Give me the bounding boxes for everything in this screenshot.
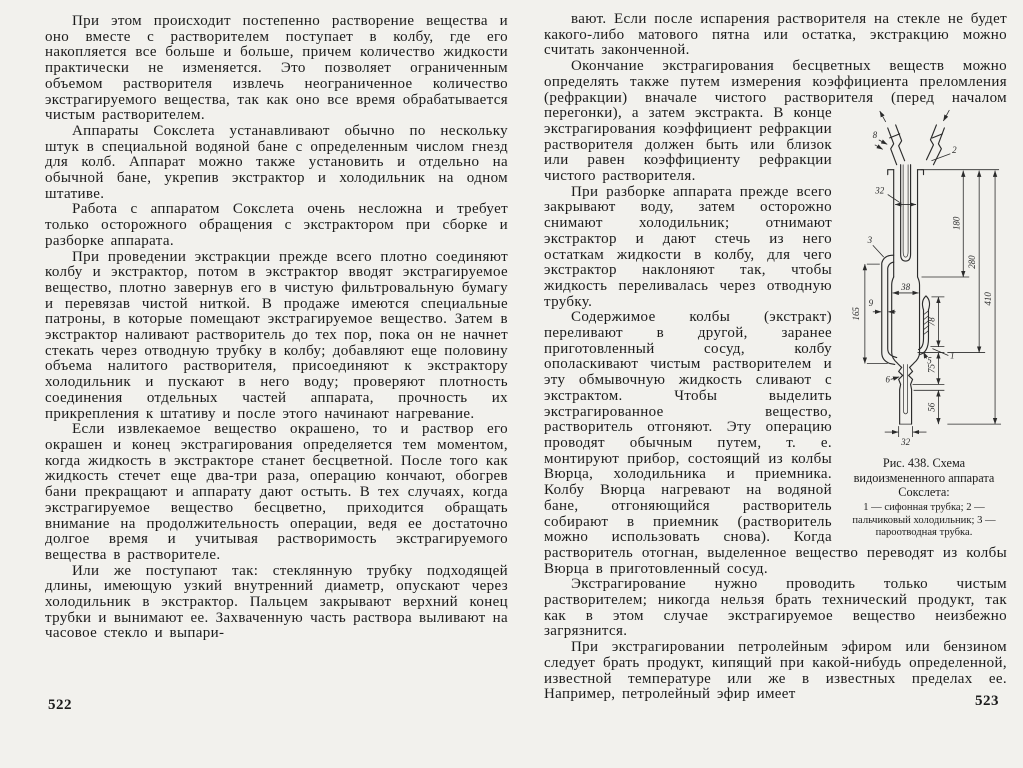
figure-438: [841, 108, 1007, 539]
dim-label-5: 5: [927, 355, 932, 366]
paragraph: вают. Если после испарения растворителя на стекле не будет какого-либо матового пятна или остатка, экстракцию можно считать законченной.: [544, 11, 1007, 59]
leader-part3: [873, 245, 884, 257]
leader-part1: [932, 349, 948, 356]
paragraph: Работа с аппаратом Сокслета очень несложна и требует только осторожного обращения с экстрактором при сборке и разборке аппарата.: [45, 201, 508, 249]
dim-bottom-32: [885, 426, 927, 437]
dim-165: [865, 264, 888, 363]
dim-joint-6: [891, 377, 899, 379]
dim-label-9: 9: [868, 298, 874, 309]
dim-label-78: 78: [926, 317, 937, 327]
paragraph: Если извлекаемое вещество окрашено, то и раствор его окрашен и конец экстрагирования определяется тем моментом, когда жидкость в экстракторе станет бесцветной. После того как жидкость стечет еще два-три раза, операцию кончают, обогрев бани прекращают и аппарату дают остыть. В тех случаях, когда экстрагируемое вещество бесцветно, приходится обращать внимание на продолжительность операции, ведя ее достаточно долгое время и учитывая растворимость экстрагируемого вещества в растворителе.: [45, 421, 508, 563]
paragraph-text: Окончание экстрагирования бесцветных веществ можно определять также путем измерения коэффициента преломления (рефракции) вначале чистого растворителя: [544, 58, 1007, 106]
dim-label-32-neck: 32: [875, 185, 885, 196]
dim-label-6: 6: [885, 374, 890, 385]
part-label-3: 3: [867, 235, 873, 246]
water-in-arrow: [943, 110, 949, 121]
paragraph: При разборке аппарата прежде всего закрывают воду, затем осторожно снимают холодильник; отнимают экстрактор и дают стечь из него остаткам жидкости в колбу, для чего экстрактор наклоняют так, чтобы жидкость переливалась через отводную трубку.: [544, 183, 832, 310]
water-out-arrow: [880, 111, 886, 122]
leader-part2: [931, 154, 950, 161]
figure-caption-title: Рис. 438. Схема видоизмененного аппарата Сокслета:: [853, 456, 995, 500]
figure-caption-legend: 1 — сифонная трубка; 2 — пальчиковый холодильник; 3 — пароотводная трубка.: [852, 502, 996, 538]
dim-label-56: 56: [926, 402, 937, 412]
page-right: [511, 0, 1023, 768]
dim-label-165: 165: [850, 307, 861, 321]
figure-diagram-soxhlet: [842, 108, 1006, 451]
part-label-2: 2: [952, 144, 957, 155]
paragraph: Экстрагирование нужно проводить только чистым растворителем; никогда нельзя брать технический продукт, так как в этом случае экстрагируемое вещество неизбежно загрязнится.: [544, 576, 1007, 640]
joint-and-bottom-tube-outline: [899, 365, 913, 425]
dim-siphon-5: [924, 352, 927, 358]
dim-label-75: 75: [926, 364, 937, 374]
paragraph: Или же поступают так: стеклянную трубку подходящей длины, имеющую узкий внутренний диаметр, опускают через холодильник в экстрактор. Пальцем закрывают верхний конец трубки и вынимают ее. Захваченную часть раствора выливают на часовое стекло и выпари-: [45, 562, 508, 642]
dim-label-38: 38: [901, 282, 911, 293]
dim-neck-32: [888, 195, 916, 205]
paragraph: Содержимое колбы (экстракт) переливают в другой, заранее приготовленный сосуд, колбу ополаскивают чистым растворителем и эту обмывочную жидкость сливают с экстрактом. Чтобы выделить экстрагированное вещество, растворитель отгоняют. Эту операцию проводят обычным путем, т. е. монтируют прибор, состоящий из колбы Вюрца, холодильника и приемника. Колбу Вюрца нагревают на водяной бане, отгоняющийся растворитель собирают в приемник (растворитель можно использовать снова). Когда растворитель отогнан, выделенное вещество переводят из колбы Вюрца в приготовленный сосуд.: [544, 309, 1007, 577]
dim-label-8: 8: [872, 130, 878, 141]
dim-top-8: [875, 140, 887, 149]
paragraph: При этом происходит постепенно растворение вещества и оно вместе с растворителем поступает в колбу, где его накопляется все больше и больше, причем количество жидкости практически не изменяется. Это позволяет ограниченным объемом растворителя извлечь неограниченное количество экстрагируемого вещества, так как оно все время обрабатывается чистым растворителем.: [45, 13, 508, 124]
page-number-left: 522: [48, 697, 72, 713]
dim-label-180: 180: [951, 216, 962, 231]
part-label-1: 1: [950, 350, 955, 361]
paragraph: При проведении экстракции прежде всего плотно соединяют колбу и экстрактор, потом в экстрактор вводят экстрагируемое вещество, плотно завернув его в чистую фильтровальную бумагу и перевязав чистой ниткой. В продаже имеются специальные патроны, в которые помещают экстрагируемое вещество. Затем в экстрактор наливают растворитель до тех пор, пока он не начнет стекать через отводную трубку в колбу; добавляют еще половину объема налитого растворителя, присоединяют к экстрактору холодильник и пускают в него воду; проверяют плотность соединения отдельных частей аппарата, прочность их прикрепления к штативу и после этого начинают нагревание.: [45, 248, 508, 422]
steam-tube-outline: [882, 255, 897, 364]
paragraph-text: (перед началом перегонки), а затем экстракта. В конце экстрагирования коэффициент рефракции растворителя должен быть или близок или равен коэффициенту рефракции чистого растворителя.: [544, 89, 1007, 185]
dim-label-32-bottom: 32: [901, 437, 911, 448]
dim-label-410: 410: [983, 292, 994, 306]
paragraph: При экстрагировании петролейным эфиром или бензином следует брать продукт, кипящий при какой-нибудь определенной, известной температуре или же в известных пределах ее. Например, петролейный эфир имеет: [544, 639, 1007, 703]
page-number-right: 523: [975, 693, 999, 709]
finger-condenser-outline: [901, 165, 911, 261]
paragraph: Аппараты Сокслета устанавливают обычно по нескольку штук в специальной водяной бане с определенным числом гнезд для колб. Аппарат можно также установить и отдельно на обычной бане, укрепив экстрактор и холодильник на одном штативе.: [45, 122, 508, 202]
dim-label-280: 280: [967, 255, 978, 270]
page-left: [0, 0, 511, 768]
